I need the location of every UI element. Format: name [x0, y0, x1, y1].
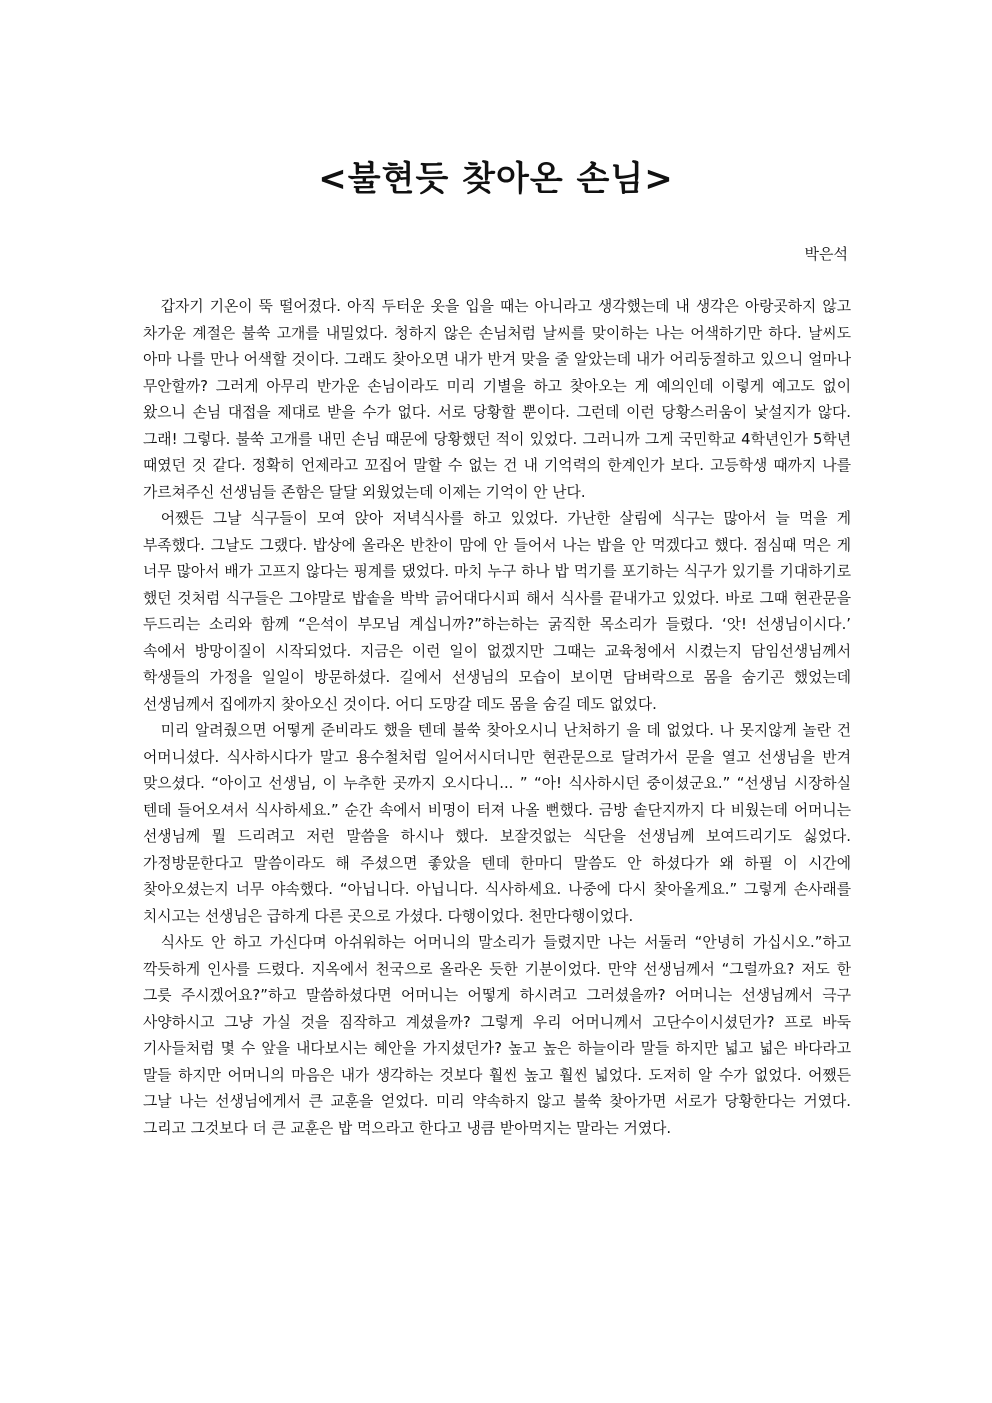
document-title: <불현듯 찾아온 손님>	[318, 159, 674, 199]
paragraph: 식사도 안 하고 가신다며 아쉬워하는 어머니의 말소리가 들렸지만 나는 서둘러 “안녕히 가십시오.”하고 깍듯하게 인사를 드렸다. 지옥에서 천국으로 올라온 듯한 기분이었다. 만약 선생님께서 “그럴까요? 저도 한 그릇 주시겠어요?”하고 말씀하셨다면 어머니는 어떻게 하시려고 그러셨을까? 어머니는 선생님께서 극구 사양하시고 그냥 가실 것을 짐작하고 계셨을까? 그렇게 우리 어머니께서 고단수이시셨던가? 프로 바둑 기사들처럼 몇 수 앞을 내다보시는 혜안을 가지셨던가? 높고 높은 하늘이라 말들 하지만 넓고 넓은 바다라고 말들 하지만 어머니의 마음은 내가 생각하는 것보다 훨씬 높고 훨씬 넓었다. 도저히 알 수가 없었다. 어쨌든 그날 나는 선생님에게서 큰 교훈을 얻었다. 미리 약속하지 않고 불쑥 찾아가면 서로가 당황한다는 거였다. 그리고 그것보다 더 큰 교훈은 밥 먹으라고 한다고 냉큼 받아먹지는 말라는 거였다.	[143, 934, 851, 1137]
essay-body	[143, 294, 851, 1142]
paragraph: 갑자기 기온이 뚝 떨어졌다. 아직 두터운 옷을 입을 때는 아니라고 생각했는데 내 생각은 아랑곳하지 않고 차가운 계절은 불쑥 고개를 내밀었다. 청하지 않은 손님처럼 날씨를 맞이하는 나는 어색하기만 하다. 날씨도 아마 나를 만나 어색할 것이다. 그래도 찾아오면 내가 반겨 맞을 줄 알았는데 내가 어리둥절하고 있으니 얼마나 무안할까? 그러게 아무리 반가운 손님이라도 미리 기별을 하고 찾아오는 게 예의인데 이렇게 예고도 없이 왔으니 손님 대접을 제대로 받을 수가 없다. 서로 당황할 뿐이다. 그런데 이런 당황스러움이 낯설지가 않다. 그래! 그렇다. 불쑥 고개를 내민 손님 때문에 당황했던 적이 있었다. 그러니까 그게 국민학교 4학년인가 5학년 때였던 것 같다. 정확히 언제라고 꼬집어 말할 수 없는 건 내 기억력의 한계인가 보다. 고등학생 때까지 나를 가르쳐주신 선생님들 존함은 달달 외웠었는데 이제는 기억이 안 난다.	[143, 298, 851, 501]
author-name: 박은석	[804, 245, 848, 263]
paragraph: 어쨌든 그날 식구들이 모여 앉아 저녁식사를 하고 있었다. 가난한 살림에 식구는 많아서 늘 먹을 게 부족했다. 그날도 그랬다. 밥상에 올라온 반찬이 맘에 안 들어서 나는 밥을 안 먹겠다고 했다. 점심때 먹은 게 너무 많아서 배가 고프지 않다는 핑계를 댔었다. 마치 누구 하나 밥 먹기를 포기하는 식구가 있기를 기대하기로 했던 것처럼 식구들은 그야말로 밥솥을 박박 긁어대다시피 해서 식사를 끝내가고 있었다. 바로 그때 현관문을 두드리는 소리와 함께 “은석이 부모님 계십니까?”하는하는 굵직한 목소리가 들렸다. ‘앗! 선생님이시다.’ 속에서 방망이질이 시작되었다. 지금은 이런 일이 없겠지만 그때는 교육청에서 시켰는지 담임선생님께서 학생들의 가정을 일일이 방문하셨다. 길에서 선생님의 모습이 보이면 담벼락으로 몸을 숨기곤 했었는데 선생님께서 집에까지 찾아오신 것이다. 어디 도망갈 데도 몸을 숨길 데도 없었다.	[143, 510, 851, 713]
paragraph: 미리 알려줬으면 어떻게 준비라도 했을 텐데 불쑥 찾아오시니 난처하기 을 데 없었다. 나 못지않게 놀란 건 어머니셨다. 식사하시다가 말고 용수철처럼 일어서시더니만 현관문으로 달려가서 문을 열고 선생님을 반겨 맞으셨다. “아이고 선생님, 이 누추한 곳까지 오시다니... ” “아! 식사하시던 중이셨군요.” “선생님 시장하실 텐데 들어오셔서 식사하세요.” 순간 속에서 비명이 터져 나올 뻔했다. 금방 솥단지까지 다 비웠는데 어머니는 선생님께 뭘 드리려고 저런 말씀을 하시나 했다. 보잘것없는 식단을 선생님께 보여드리기도 싫었다. 가정방문한다고 말씀이라도 해 주셨으면 좋았을 텐데 한마디 말씀도 안 하셨다가 왜 하필 이 시간에 찾아오셨는지 너무 야속했다. “아닙니다. 아닙니다. 식사하세요. 나중에 다시 찾아올게요.” 그렇게 손사래를 치시고는 선생님은 급하게 다른 곳으로 가셨다. 다행이었다. 천만다행이었다.	[143, 722, 851, 925]
